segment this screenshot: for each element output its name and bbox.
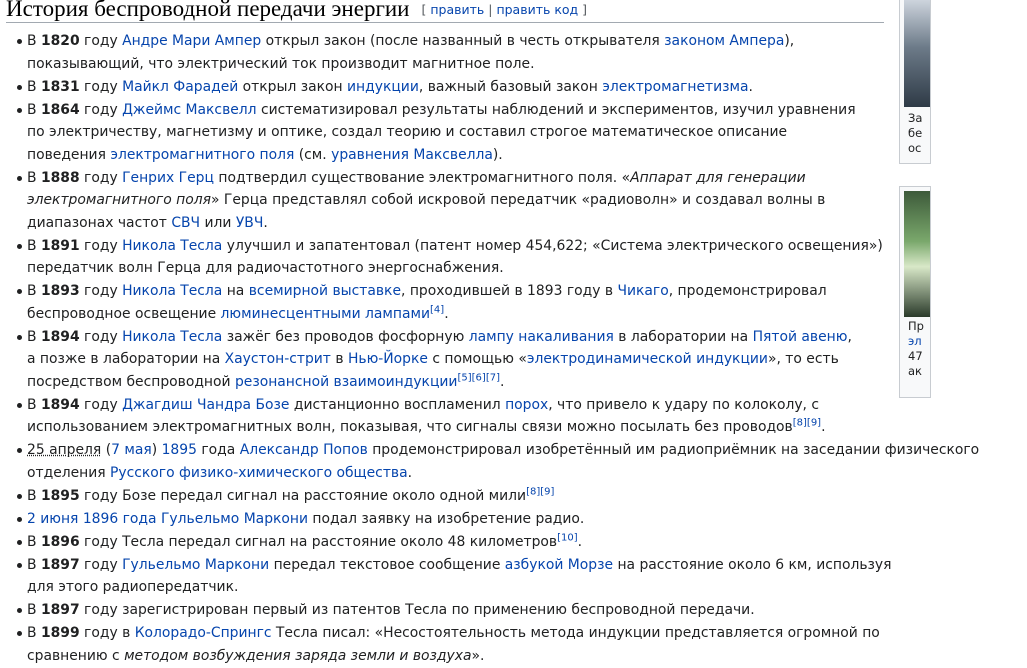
text: .: [821, 419, 826, 435]
link[interactable]: всемирной выставке: [248, 283, 401, 299]
section-heading: [6, 0, 884, 23]
list-item: [0, 280, 849, 325]
link[interactable]: Джеймс Максвелл: [122, 101, 257, 118]
list-item: [0, 235, 889, 280]
text: открыл закон (после названный в честь открывателя: [261, 33, 665, 49]
reference[interactable]: [457, 372, 500, 383]
text: ».: [471, 647, 485, 664]
text: или: [200, 214, 236, 231]
link[interactable]: люминесцентными лампами: [220, 305, 431, 322]
text: В: [27, 533, 41, 550]
list-item: [0, 554, 919, 599]
link[interactable]: Андре Мари Ампер: [122, 33, 262, 49]
year: 1897: [40, 556, 80, 573]
events-list: [0, 30, 980, 668]
link[interactable]: Колорадо-Спрингс: [134, 625, 272, 641]
text: (см.: [294, 146, 332, 163]
list-item: [0, 485, 919, 508]
text: В: [27, 487, 41, 504]
italic-text: Аппарат для генерации электромагнитного поля: [27, 169, 806, 208]
text: , проходившей в 1893 году в: [400, 283, 618, 299]
link[interactable]: электромагнитного поля: [110, 146, 295, 163]
text: году: [79, 169, 123, 186]
text: году: [79, 101, 123, 118]
text: году: [79, 556, 123, 573]
text: .: [499, 373, 505, 390]
link[interactable]: Майкл Фарадей: [122, 78, 239, 95]
list-item: [0, 439, 1027, 484]
link[interactable]: Никола Тесла: [122, 283, 223, 299]
text: , что привело к удару по колоколу, с использованием электромагнитных волн, показывая, что сигналы связи можно посылать без проводов: [27, 396, 820, 435]
link[interactable]: индукции: [347, 78, 419, 95]
year: 1888: [40, 169, 80, 186]
text: году: [79, 328, 123, 345]
caption-link[interactable]: эл: [908, 334, 922, 348]
text: В: [27, 328, 41, 345]
link[interactable]: законом Ампера: [664, 33, 785, 49]
caption-line: Пр: [908, 319, 924, 333]
link[interactable]: Никола Тесла: [122, 237, 223, 254]
year: 1831: [40, 78, 80, 95]
list-item: [0, 326, 855, 394]
thumbnail-2[interactable]: [899, 186, 931, 398]
link[interactable]: Хаустон-стрит: [224, 351, 331, 367]
text: В: [27, 33, 41, 49]
text: году: [79, 78, 123, 95]
text: систематизировал результаты наблюдений и экспериментов, изучил уравнения по электричеству, магнетизму и оптике, создал теорию и составил строгое математическое описание поведения: [27, 101, 856, 163]
text: на расстояние около 6 км, используя для этого радиопередатчик.: [27, 556, 892, 595]
year: 1864: [40, 101, 80, 118]
thumbnail-image[interactable]: [904, 191, 930, 317]
text: (: [101, 442, 112, 458]
list-item: [0, 30, 875, 75]
text: В: [27, 396, 41, 413]
text: году в: [79, 625, 135, 641]
edit-link[interactable]: править: [430, 2, 485, 17]
text: году: [79, 283, 123, 299]
reference[interactable]: [10]: [557, 531, 578, 543]
text: ): [151, 442, 162, 458]
reference-9[interactable]: [9]: [540, 485, 555, 497]
text: году: [79, 33, 123, 49]
text: .: [407, 464, 413, 481]
link[interactable]: 1895: [161, 442, 197, 458]
year: 1893: [40, 283, 80, 299]
text: В: [27, 283, 41, 299]
text: подал заявку на изобретение радио.: [308, 510, 585, 527]
year: 1891: [40, 237, 80, 254]
thumbnail-1[interactable]: [899, 0, 931, 164]
text: улучшил и запатентовал (патент номер 454,622; «Система электрического освещения») передатчик волн Герца для радиочастотного энергоснабжения.: [27, 237, 883, 276]
year: 1897: [40, 602, 80, 618]
edit-section-links: [ править | править код ]: [421, 2, 588, 17]
section-title: История беспроводной передачи энергии: [6, 0, 410, 21]
date-link[interactable]: 25 апреля: [27, 442, 102, 458]
year: 1895: [40, 487, 80, 504]
link[interactable]: Александр Попов: [239, 442, 368, 458]
text: продемонстрировал изобретённый им радиоприёмник на заседании физического отделения: [27, 442, 980, 481]
text: передал текстовое сообщение: [269, 556, 505, 573]
link[interactable]: Пятой авеню: [752, 328, 848, 345]
text: с помощью «: [427, 351, 527, 367]
link[interactable]: Нью-Йорке: [347, 351, 428, 367]
thumbnail-caption: [908, 111, 922, 156]
text: году Бозе передал сигнал на расстояние около одной мили: [79, 487, 527, 504]
text: в лаборатории на: [613, 328, 753, 345]
thumbnail-image[interactable]: [904, 0, 930, 107]
reference-8[interactable]: [8]: [526, 485, 541, 497]
list-item: [0, 76, 919, 99]
text: .: [263, 214, 268, 231]
link[interactable]: Никола Тесла: [122, 328, 223, 345]
link[interactable]: уравнения Максвелла: [331, 146, 493, 163]
list-item: [0, 622, 919, 667]
text: .: [577, 533, 583, 550]
link[interactable]: Гульельмо Маркони: [160, 510, 309, 527]
text: году: [79, 237, 123, 254]
list-item: [0, 99, 869, 167]
year: 1820: [40, 33, 80, 49]
reference[interactable]: [793, 417, 821, 428]
link[interactable]: Генрих Герц: [122, 169, 214, 186]
year: 1899: [40, 625, 80, 641]
text: Тесла писал: «Несостоятельность метода индукции представляется огромной по сравнению с: [27, 625, 880, 664]
year: 1894: [40, 328, 80, 345]
link[interactable]: резонансной взаимоиндукции: [234, 373, 458, 390]
year: 1894: [40, 396, 80, 413]
caption-line: 47: [908, 349, 923, 363]
link[interactable]: СВЧ: [171, 214, 201, 231]
link[interactable]: Гульельмо Маркони: [122, 556, 270, 573]
text: года: [196, 442, 240, 458]
text: В: [27, 169, 41, 186]
reference-7[interactable]: [7]: [485, 371, 500, 383]
text: В: [27, 101, 41, 118]
reference-9[interactable]: [9]: [806, 417, 822, 429]
text: В: [27, 237, 41, 254]
link[interactable]: порох: [505, 396, 549, 413]
caption-line: За: [908, 111, 923, 125]
link[interactable]: УВЧ: [235, 214, 264, 231]
list-item: [0, 394, 875, 439]
text: дистанционно воспламенил: [289, 396, 506, 413]
edit-code-link[interactable]: править код: [496, 2, 579, 17]
text: году Тесла передал сигнал на расстояние около 48 километров: [79, 533, 558, 550]
year: 1896: [40, 533, 80, 550]
thumbnail-caption: [908, 319, 924, 379]
italic-text: методом возбуждения заряда земли и воздуха: [124, 647, 472, 664]
text: В: [27, 556, 41, 573]
text: на: [222, 283, 249, 299]
text: , а позже в лаборатории на: [27, 328, 852, 367]
list-item: [0, 531, 919, 554]
list-item: [0, 508, 919, 531]
caption-line: бе: [908, 126, 923, 140]
text: году: [79, 396, 123, 413]
text: .: [444, 305, 449, 322]
caption-line: ос: [908, 141, 922, 155]
reference[interactable]: [526, 486, 554, 497]
link[interactable]: Русского физико-химического общества: [110, 464, 408, 481]
text: В: [27, 602, 41, 618]
link[interactable]: 2 июня 1896 года: [27, 510, 157, 527]
text: ), показывающий, что электрический ток производит магнитное поле.: [27, 33, 795, 72]
link[interactable]: Чикаго: [617, 283, 669, 299]
link[interactable]: электродинамической индукции: [526, 351, 768, 367]
text: , продемонстрировал беспроводное освещение: [27, 283, 827, 322]
text: подтвердил существование электромагнитного поля. «: [213, 169, 631, 186]
reference-8[interactable]: [8]: [792, 417, 807, 429]
reference-6[interactable]: [6]: [471, 371, 486, 383]
link[interactable]: азбукой Морзе: [504, 556, 614, 573]
link[interactable]: Джагдиш Чандра Бозе: [122, 396, 290, 413]
link[interactable]: электромагнетизма: [602, 78, 749, 95]
list-item: [0, 599, 919, 622]
reference[interactable]: [4]: [430, 303, 445, 315]
text: » Герца представлял собой искровой передатчик «радиоволн» и создавал волны в диапазонах частот: [27, 192, 826, 231]
reference-5[interactable]: [5]: [457, 371, 472, 383]
text: », то есть посредством беспроводной: [27, 351, 839, 390]
caption-line: ак: [908, 364, 922, 378]
text: В: [27, 625, 41, 641]
text: В: [27, 78, 41, 95]
text: в: [330, 351, 348, 367]
list-item: [0, 167, 889, 235]
text: открыл закон: [238, 78, 348, 95]
text: ).: [492, 146, 503, 163]
link[interactable]: лампу накаливания: [468, 328, 614, 345]
text: , важный базовый закон: [418, 78, 603, 95]
text: зажёг без проводов фосфорную: [222, 328, 469, 345]
text: году зарегистрирован первый из патентов Тесла по применению беспроводной передачи.: [79, 602, 755, 618]
link[interactable]: 7 мая: [111, 442, 152, 458]
text: .: [748, 78, 753, 95]
